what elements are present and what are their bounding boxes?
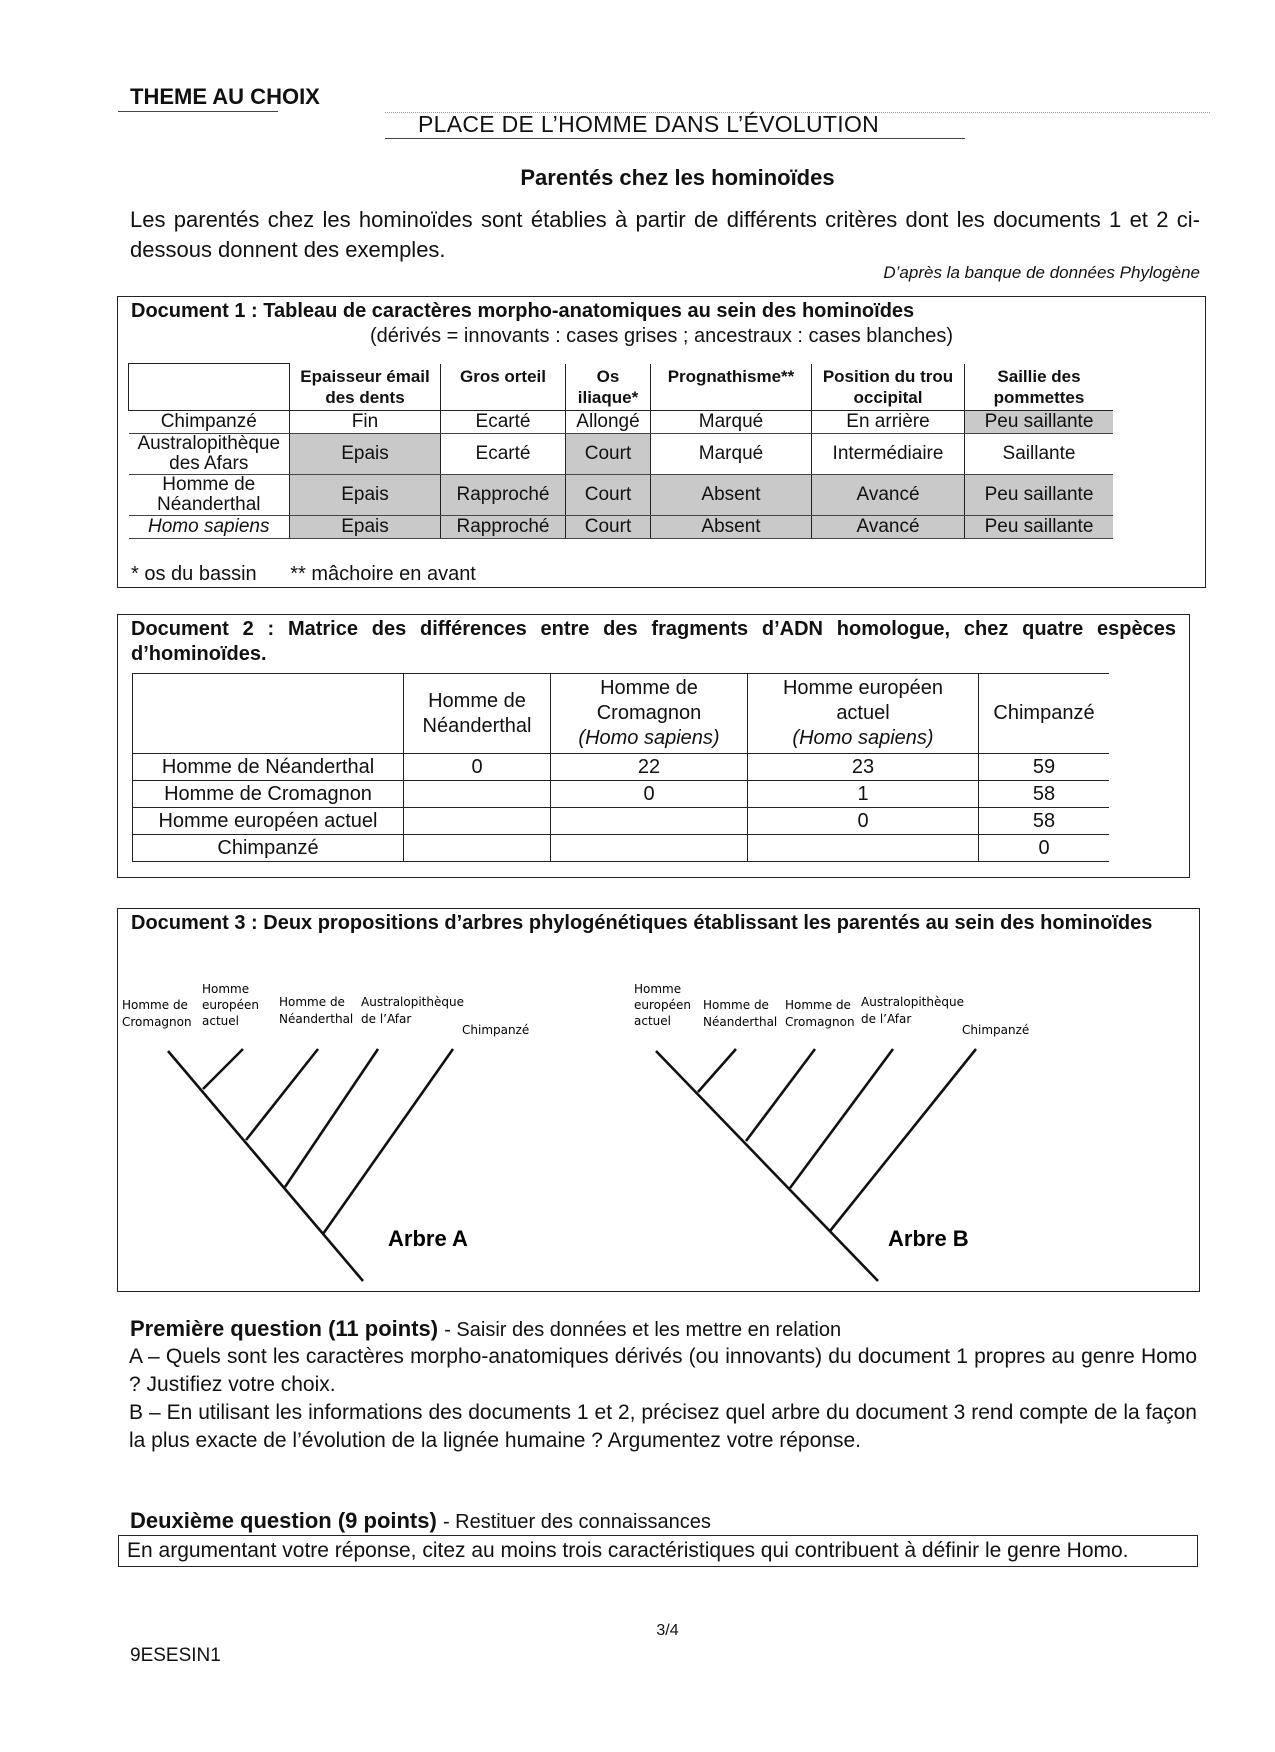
doc3-title: [131, 911, 1186, 936]
doc2-col-sci: (Homo sapiens): [578, 727, 720, 749]
doc2-cell: [404, 808, 551, 835]
tree-a-branch: [246, 1049, 318, 1140]
doc2-cell: 0: [979, 835, 1110, 862]
doc2-matrix: [132, 673, 1109, 862]
intro-paragraph: Les parentés chez les hominoïdes sont établies à partir de différents critères dont les documents 1 et 2 ci-dessous donnent des exemples.: [130, 207, 1200, 262]
doc1-species: Homme de Néanderthal: [129, 474, 290, 515]
doc2-cell: 58: [979, 781, 1110, 808]
doc1-title-text: Tableau de caractères morpho-anatomiques au sein des hominoïdes: [263, 300, 915, 322]
doc1-species: Australopithèque des Afars: [129, 433, 290, 474]
doc1-corner: [129, 364, 290, 411]
tree-a-trunk: [168, 1051, 363, 1281]
doc2-row-name: Homme européen actuel: [133, 808, 404, 835]
doc2-col-name: Homme européen actuel: [782, 677, 944, 724]
doc2-col-header: [979, 674, 1110, 754]
doc1-cell: Epais: [290, 515, 441, 538]
doc1-cell: Court: [566, 515, 651, 538]
q1-part-a: A – Quels sont les caractères morpho-anatomiques dérivés (ou innovants) du document 1 propres au genre Homo ? Justifiez votre choix.: [129, 1345, 1197, 1396]
q2-heading: [130, 1508, 711, 1534]
document-3: [117, 908, 1200, 1292]
doc3-title-text: Deux propositions d’arbres phylogénétiques établissant les parentés au sein des hominoïdes: [263, 912, 1153, 934]
tree-b-leaf: Homme européen actuel: [634, 982, 691, 1028]
tree-b-leaf: Homme de Néanderthal: [703, 998, 778, 1029]
doc1-cell: Peu saillante: [965, 474, 1114, 515]
doc1-title: [131, 299, 914, 324]
doc1-cell: Marqué: [651, 433, 812, 474]
doc1-col-header: Epaisseur émail des dents: [290, 364, 441, 411]
page-number: 3/4: [656, 1622, 679, 1639]
doc2-label: Document 2 :: [131, 618, 275, 640]
q1-body: [129, 1343, 1197, 1455]
doc1-cell: Marqué: [651, 410, 812, 433]
doc1-cell: En arrière: [812, 410, 965, 433]
tree-a-branch: [203, 1049, 243, 1089]
document-2: [117, 614, 1190, 878]
doc2-cell: 23: [748, 754, 979, 781]
doc2-cell: 58: [979, 808, 1110, 835]
doc2-row-name: Homme de Cromagnon: [133, 781, 404, 808]
tree-a-branch: [285, 1049, 378, 1187]
doc2-col-sci: (Homo sapiens): [792, 727, 934, 749]
source-note: D’après la banque de données Phylogène: [883, 263, 1200, 282]
doc1-species: Chimpanzé: [129, 410, 290, 433]
doc1-col-header: Saillie des pommettes: [965, 364, 1114, 411]
doc1-cell: Rapproché: [441, 515, 566, 538]
q2-body: En argumentant votre réponse, citez au moins trois caractéristiques qui contribuent à définir le genre Homo.: [118, 1535, 1198, 1567]
doc2-cell: 0: [551, 781, 748, 808]
doc1-note-machoire: ** mâchoire en avant: [290, 563, 476, 585]
subject-underline: [385, 138, 965, 139]
doc2-row: [133, 808, 1110, 835]
tree-a-leaf: Australopithèque de l’Afar: [361, 995, 464, 1026]
doc2-col-name: Homme de Néanderthal: [422, 689, 532, 737]
tree-a-leaf: Homme de Néanderthal: [279, 995, 354, 1026]
doc1-cell: Absent: [651, 474, 812, 515]
doc2-col-name: Chimpanzé: [993, 702, 1095, 724]
q1-desc: - Saisir des données et les mettre en relation: [444, 1319, 842, 1341]
doc1-cell: Ecarté: [441, 433, 566, 474]
tree-b-leaf: Chimpanzé: [962, 1023, 1030, 1037]
doc1-species: Homo sapiens: [129, 515, 290, 538]
doc1-notes: [131, 563, 504, 586]
doc2-col-header: [404, 674, 551, 754]
doc1-label: Document 1 :: [131, 300, 258, 322]
doc1-row: [129, 410, 1114, 433]
doc2-row: [133, 781, 1110, 808]
doc1-col-header: Prognathisme**: [651, 364, 812, 411]
doc2-cell: 0: [748, 808, 979, 835]
doc1-cell: Rapproché: [441, 474, 566, 515]
tree-a-leaf: Chimpanzé: [462, 1023, 530, 1037]
q2-desc: - Restituer des connaissances: [442, 1511, 711, 1533]
doc3-label: Document 3 :: [131, 912, 258, 934]
tree-b-branch: [790, 1049, 893, 1188]
doc2-col-header: [748, 674, 979, 754]
tree-b-branch: [746, 1049, 815, 1141]
doc1-col-header: Position du trou occipital: [812, 364, 965, 411]
doc1-cell: Fin: [290, 410, 441, 433]
doc1-subtitle: (dérivés = innovants : cases grises ; ancestraux : cases blanches): [369, 325, 954, 347]
tree-a-leaf: Homme européen actuel: [202, 982, 259, 1028]
q1-title: Première question (11 points): [130, 1316, 439, 1341]
doc1-cell: Intermédiaire: [812, 433, 965, 474]
doc2-cell: 59: [979, 754, 1110, 781]
doc1-row: [129, 474, 1114, 515]
tree-b-leaf: Australopithèque de l’Afar: [861, 995, 964, 1026]
doc2-cell: [551, 835, 748, 862]
doc1-cell: Allongé: [566, 410, 651, 433]
document-code: 9ESESIN1: [130, 1645, 221, 1666]
doc2-cell: [404, 781, 551, 808]
doc2-cell: 0: [404, 754, 551, 781]
tree-a-name: Arbre A: [388, 1226, 468, 1251]
doc1-col-header: Os iliaque*: [566, 364, 651, 411]
doc1-cell: Saillante: [965, 433, 1114, 474]
doc2-row-name: Chimpanzé: [133, 835, 404, 862]
q1-part-b: B – En utilisant les informations des documents 1 et 2, précisez quel arbre du document 3 rend compte de la façon la plus exacte de l’évolution de la lignée humaine ? Argumentez votre réponse.: [129, 1401, 1197, 1452]
doc2-row: [133, 754, 1110, 781]
doc1-cell: Epais: [290, 474, 441, 515]
theme-label: THEME AU CHOIX: [130, 84, 320, 109]
doc1-cell: Absent: [651, 515, 812, 538]
doc2-cell: [551, 808, 748, 835]
doc2-title-text: Matrice des différences entre des fragments d’ADN homologue, chez quatre espèces d’hominoïdes.: [131, 618, 1177, 665]
doc1-cell: Peu saillante: [965, 515, 1114, 538]
doc2-col-header: [551, 674, 748, 754]
doc1-cell: Avancé: [812, 515, 965, 538]
doc2-col-name: Homme de Cromagnon: [596, 677, 702, 724]
subject-title: PLACE DE L’HOMME DANS L’ÉVOLUTION: [418, 111, 880, 137]
tree-a-branch: [323, 1049, 453, 1234]
phylogenetic-trees: [118, 909, 1199, 1291]
tree-a-leaf: Homme de Cromagnon: [122, 998, 192, 1029]
doc2-corner: [133, 674, 404, 754]
doc1-table: [128, 363, 1113, 539]
q1-heading: [130, 1316, 841, 1342]
document-1: [117, 296, 1206, 588]
doc1-cell: Court: [566, 433, 651, 474]
doc1-cell: Ecarté: [441, 410, 566, 433]
theme-underline: [118, 111, 278, 112]
doc1-cell: Avancé: [812, 474, 965, 515]
doc1-col-header: Gros orteil: [441, 364, 566, 411]
tree-b-trunk: [656, 1051, 878, 1281]
doc1-row: [129, 433, 1114, 474]
page-title: Parentés chez les hominoïdes: [520, 165, 835, 190]
doc2-cell: 22: [551, 754, 748, 781]
tree-b-leaf: Homme de Cromagnon: [785, 998, 855, 1029]
doc1-cell: Epais: [290, 433, 441, 474]
doc1-note-bassin: * os du bassin: [131, 563, 257, 585]
doc2-cell: [748, 835, 979, 862]
doc1-cell: Peu saillante: [965, 410, 1114, 433]
doc2-cell: 1: [748, 781, 979, 808]
doc2-cell: [404, 835, 551, 862]
tree-b-branch: [698, 1049, 736, 1092]
tree-b-branch: [830, 1049, 976, 1231]
doc2-row-name: Homme de Néanderthal: [133, 754, 404, 781]
doc1-row: [129, 515, 1114, 538]
tree-b-name: Arbre B: [888, 1226, 969, 1251]
q2-title: Deuxième question (9 points): [130, 1508, 437, 1533]
doc2-title: [131, 617, 1176, 667]
doc2-row: [133, 835, 1110, 862]
doc1-cell: Court: [566, 474, 651, 515]
